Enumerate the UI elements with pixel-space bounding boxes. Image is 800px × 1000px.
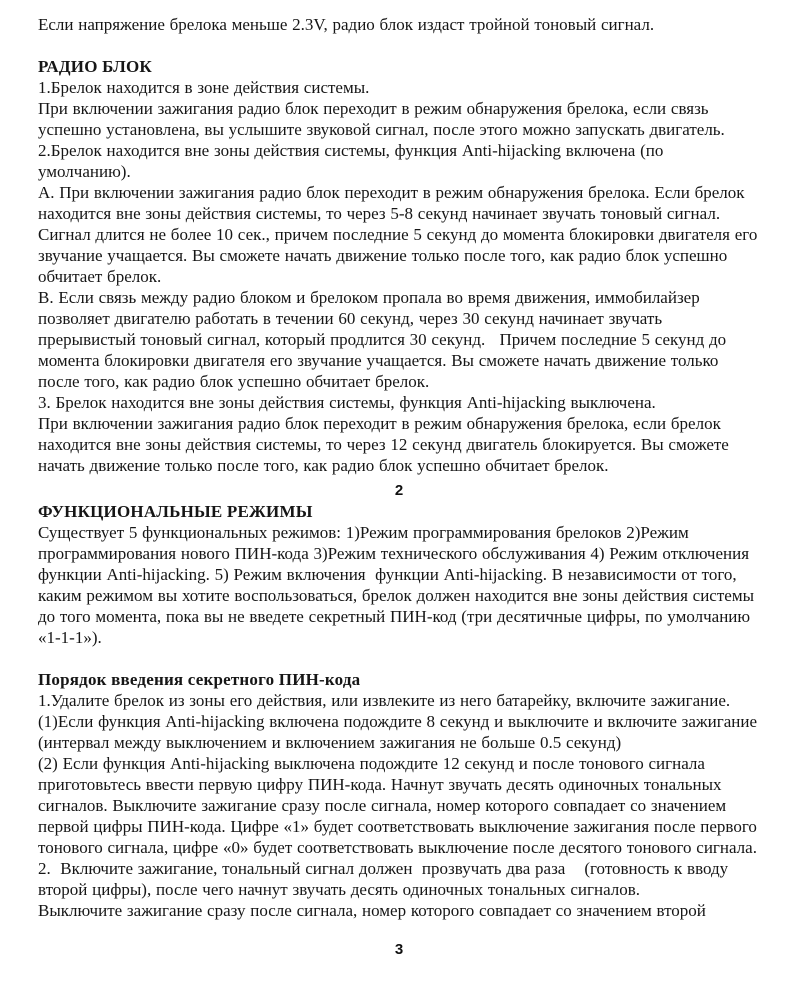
radio-block-case-2-item-b: В. Если связь между радио блоком и брелоком пропала во время движения, иммобилайзер позволяет двигателю работать в течении 60 секунд, через 30 секунд начинает звучать прерывистый тоновый сигнал, который продлится 30 секунд. Причем последние 5 секунд до момента блокировки двигателя его звучание учащается. Вы сможете начать движение только после того, как радио блок успешно обчитает брелок. bbox=[38, 288, 731, 391]
heading-pin-code-entry: Порядок введения секретного ПИН-кода bbox=[38, 670, 361, 689]
pin-entry-step-2: 2. Включите зажигание, тональный сигнал должен прозвучать два раза (готовность к вводу второй цифры), после чего начнут звучать десять одиночных тональных сигналов. bbox=[38, 859, 733, 899]
page-number-2: 2 bbox=[394, 482, 404, 499]
pin-entry-step-1: 1.Удалите брелок из зоны его действия, или извлеките из него батарейку, включите зажигание. bbox=[38, 691, 731, 710]
radio-block-case-2-item-a: А. При включении зажигания радио блок переходит в режим обнаружения брелока. Если брелок находится вне зоны действия системы, то через 5-8 секунд начинает звучать тоновый сигнал. Сигнал длится не более 10 сек., причем последние 5 секунд до момента блокировки двигателя его звучание учащается. Вы сможете начать движение только после того, как радио блок успешно обчитает брелок. bbox=[38, 183, 763, 286]
radio-block-case-3: 3. Брелок находится вне зоны действия системы, функция Anti-hijacking выключена. bbox=[38, 393, 656, 412]
functional-modes-paragraph: Существует 5 функциональных режимов: 1)Режим программирования брелоков 2)Режим программирования нового ПИН-кода 3)Режим технического обслуживания 4) Режим отключения функции Anti-hijacking. 5) Режим включения функции Anti-hijacking. В независимости от того, каким режимом вы хотите воспользоваться, брелок должен находится вне зоны действия системы до того момента, пока вы не введете секретный ПИН-код (три десятичные цифры, по умолчанию «1-1-1»). bbox=[38, 523, 759, 647]
radio-block-case-1-detail: При включении зажигания радио блок переходит в режим обнаружения брелока, если связь успешно установлена, вы услышите звуковой сигнал, после этого можно запускать двигатель. bbox=[38, 99, 725, 139]
radio-block-case-2: 2.Брелок находится вне зоны действия системы, функция Anti-hijacking включена (по умолчанию). bbox=[38, 141, 669, 181]
radio-block-case-3-detail: При включении зажигания радио блок переходит в режим обнаружения брелока, если брелок находится вне зоны действия системы, то через 12 секунд двигатель блокируется. Вы сможете начать движение только после того, как радио блок успешно обчитает брелок. bbox=[38, 414, 734, 475]
heading-radio-block: РАДИО БЛОК bbox=[38, 57, 152, 76]
heading-functional-modes: ФУНКЦИОНАЛЬНЫЕ РЕЖИМЫ bbox=[38, 502, 313, 521]
radio-block-case-1: 1.Брелок находится в зоне действия системы. bbox=[38, 78, 370, 97]
pin-entry-step-1-option-2: (2) Если функция Anti-hijacking выключена подождите 12 секунд и после тонового сигнала приготовьтесь ввести первую цифру ПИН-кода. Начнут звучать десять одиночных тональных сигналов. Выключите зажигание сразу после сигнала, номер которого совпадает со значением первой цифры ПИН-кода. Цифре «1» будет соответствовать выключение зажигания после первого тонового сигнала, цифре «0» будет соответствовать выключение после десятого тонового сигнала. bbox=[38, 754, 762, 857]
pin-entry-step-2-continuation: Выключите зажигание сразу после сигнала, номер которого совпадает со значением второй bbox=[38, 901, 706, 920]
pin-entry-step-1-option-1: (1)Если функция Anti-hijacking включена подождите 8 секунд и выключите и включите зажигание (интервал между выключением и включением зажигания не больше 0.5 секунд) bbox=[38, 712, 762, 752]
low-battery-note-paragraph: Если напряжение брелока меньше 2.3V, радио блок издаст тройной тоновый сигнал. bbox=[38, 15, 655, 34]
page-number-3: 3 bbox=[394, 941, 404, 958]
